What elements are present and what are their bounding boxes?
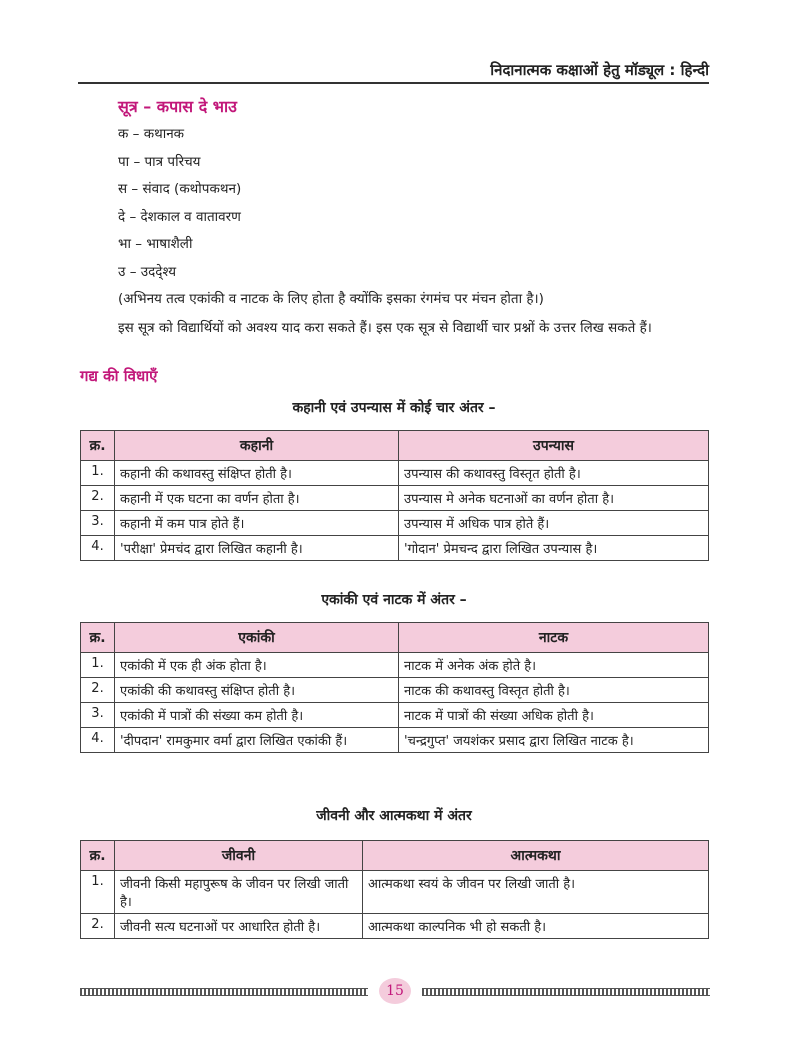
- table-cell: 'गोदान' प्रेमचन्द द्वारा लिखित उपन्यास है।: [399, 536, 709, 561]
- table-cell: 'दीपदान' रामकुमार वर्मा द्वारा लिखित एकांकी हैं।: [115, 728, 399, 753]
- table-biography-autobiography: [80, 840, 709, 939]
- table-cell: नाटक की कथावस्तु विस्तृत होती है।: [399, 678, 709, 703]
- section-heading: गद्य की विधाएँ: [80, 367, 158, 385]
- header-cell: एकांकी: [115, 623, 399, 653]
- table-cell: 4.: [81, 728, 115, 753]
- table-cell: जीवनी सत्य घटनाओं पर आधारित होती है।: [115, 914, 363, 939]
- table-cell: उपन्यास की कथावस्तु विस्तृत होती है।: [399, 461, 709, 486]
- table-row: [81, 678, 709, 703]
- table-cell: एकांकी की कथावस्तु संक्षिप्त होती है।: [115, 678, 399, 703]
- footer-ornament-right: [422, 988, 710, 996]
- table-cell: 1.: [81, 653, 115, 678]
- table-heading-biography-autobiography: जीवनी और आत्मकथा में अंतर: [316, 808, 472, 824]
- table-row: [81, 728, 709, 753]
- table-row: [81, 703, 709, 728]
- table-header-row: [81, 841, 709, 871]
- table-oneact-drama: [80, 622, 709, 753]
- sutra-item: भा – भाषाशैली: [118, 236, 193, 252]
- header-cell: क्र.: [81, 841, 115, 871]
- table-cell: 'परीक्षा' प्रेमचंद द्वारा लिखित कहानी है।: [115, 536, 399, 561]
- table-cell: नाटक में अनेक अंक होते है।: [399, 653, 709, 678]
- table-cell: 2.: [81, 678, 115, 703]
- table-row: [81, 486, 709, 511]
- table-cell: 2.: [81, 486, 115, 511]
- table-row: [81, 461, 709, 486]
- sutra-item: पा – पात्र परिचय: [118, 153, 201, 170]
- table-cell: 4.: [81, 536, 115, 561]
- header-cell: कहानी: [115, 431, 399, 461]
- table-row: [81, 914, 709, 939]
- table-row: [81, 653, 709, 678]
- sutra-paragraph: इस सूत्र को विद्यार्थियों को अवश्य याद करा सकते हैं। इस एक सूत्र से विद्यार्थी चार प्रश्नों के उत्तर लिख सकते हैं।: [118, 320, 652, 336]
- header-cell: क्र.: [81, 623, 115, 653]
- sutra-title: सूत्र – कपास दे भाउ: [118, 97, 237, 116]
- table-cell: नाटक में पात्रों की संख्या अधिक होती है।: [399, 703, 709, 728]
- table-cell: कहानी की कथावस्तु संक्षिप्त होती है।: [115, 461, 399, 486]
- table-cell: 3.: [81, 703, 115, 728]
- table-header-row: [81, 431, 709, 461]
- page-number: 15: [379, 978, 411, 1004]
- table-cell: उपन्यास मे अनेक घटनाओं का वर्णन होता है।: [399, 486, 709, 511]
- sutra-list: [118, 122, 241, 287]
- table-row: [81, 871, 709, 914]
- header-cell: जीवनी: [115, 841, 363, 871]
- table-cell: एकांकी में पात्रों की संख्या कम होती है।: [115, 703, 399, 728]
- table-row: [81, 511, 709, 536]
- table-heading-story-novel: कहानी एवं उपन्यास में कोई चार अंतर –: [292, 400, 496, 416]
- table-cell: कहानी में कम पात्र होते हैं।: [115, 511, 399, 536]
- header-cell: उपन्यास: [399, 431, 709, 461]
- table-cell: जीवनी किसी महापुरूष के जीवन पर लिखी जाती है।: [115, 871, 363, 914]
- table-story-novel: [80, 430, 709, 561]
- table-cell: कहानी में एक घटना का वर्णन होता है।: [115, 486, 399, 511]
- header-cell: क्र.: [81, 431, 115, 461]
- header-cell: नाटक: [399, 623, 709, 653]
- sutra-item: उ – उददे्श्य: [118, 263, 177, 280]
- table-cell: 2.: [81, 914, 115, 939]
- table-cell: 3.: [81, 511, 115, 536]
- table-cell: उपन्यास में अधिक पात्र होते हैं।: [399, 511, 709, 536]
- table-cell: 1.: [81, 871, 115, 914]
- sutra-item: क – कथानक: [118, 126, 185, 142]
- footer-ornament-left: [80, 988, 368, 996]
- sutra-note: (अभिनय तत्व एकांकी व नाटक के लिए होता है क्योंकि इसका रंगमंच पर मंचन होता है।): [118, 291, 544, 307]
- table-cell: एकांकी में एक ही अंक होता है।: [115, 653, 399, 678]
- table-cell: आत्मकथा स्वयं के जीवन पर लिखी जाती है।: [363, 871, 709, 914]
- page-header-title: निदानात्मक कक्षाओं हेतु मॉड्यूल : हिन्दी: [490, 61, 709, 79]
- table-cell: 1.: [81, 461, 115, 486]
- table-header-row: [81, 623, 709, 653]
- table-row: [81, 536, 709, 561]
- table-cell: 'चन्द्रगुप्त' जयशंकर प्रसाद द्वारा लिखित नाटक है।: [399, 728, 709, 753]
- header-cell: आत्मकथा: [363, 841, 709, 871]
- sutra-item: दे – देशकाल व वातावरण: [118, 208, 241, 225]
- header-divider: [78, 82, 709, 84]
- page-footer: [80, 980, 710, 1002]
- sutra-item: स – संवाद (कथोपकथन): [118, 181, 242, 197]
- table-heading-oneact-drama: एकांकी एवं नाटक में अंतर –: [321, 592, 467, 608]
- table-cell: आत्मकथा काल्पनिक भी हो सकती है।: [363, 914, 709, 939]
